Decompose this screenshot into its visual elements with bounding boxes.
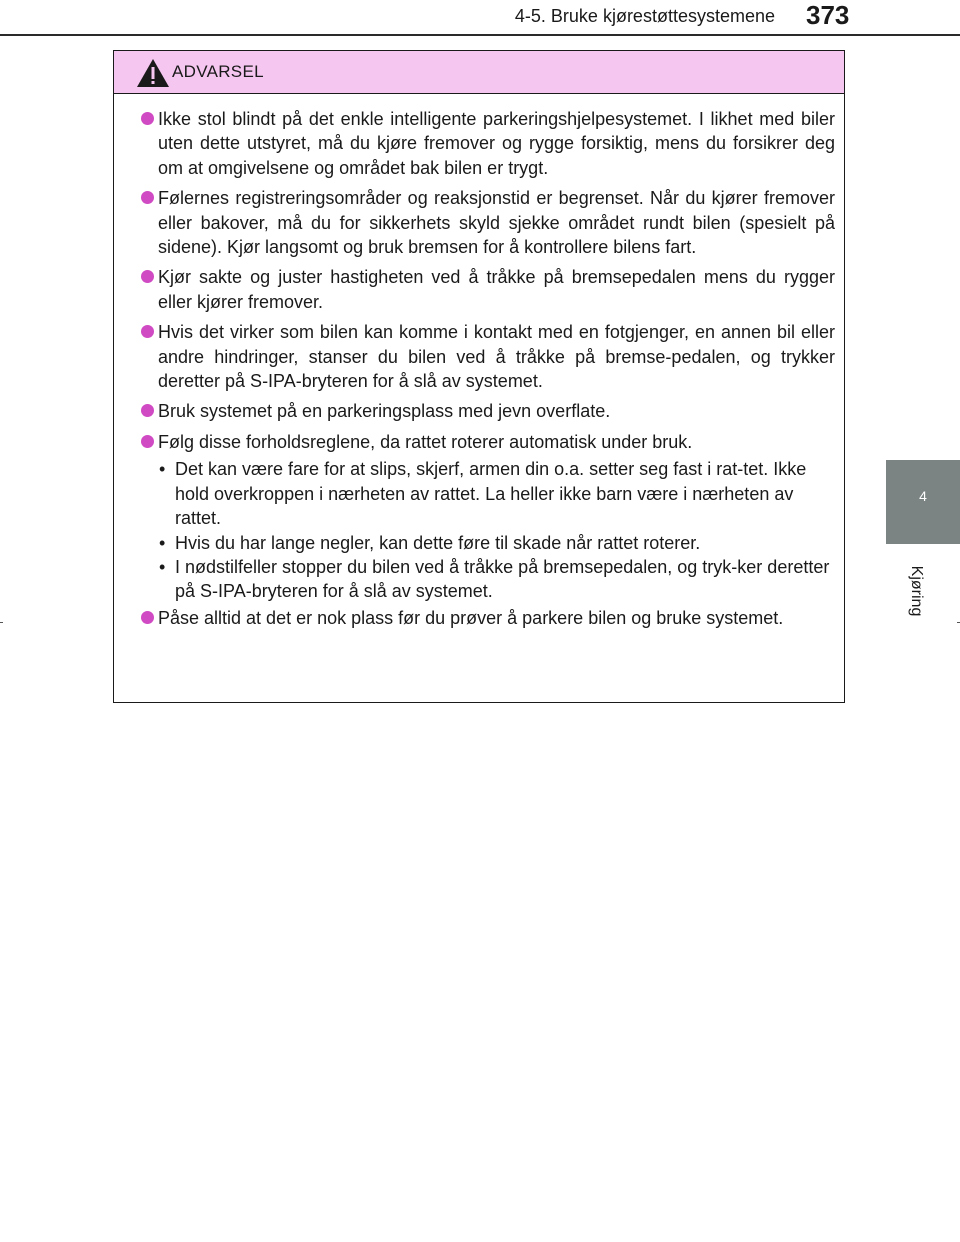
bullet-icon: [141, 404, 154, 417]
sub-bullet: •: [159, 556, 166, 577]
page-number: 373: [806, 0, 850, 30]
warning-subitem-text: Det kan være fare for at slips, skjerf, armen din o.a. setter seg fast i rat-tet. Ikke hold overkroppen i nærheten av rattet. La heller ikke barn være i nærheten av rattet.: [175, 459, 807, 529]
warning-subitem-text: Hvis du har lange negler, kan dette føre til skade når rattet roterer.: [175, 532, 701, 553]
crop-mark-left: [0, 622, 3, 623]
warning-item-text: Kjør sakte og juster hastigheten ved å tråkke på bremsepedalen mens du rygger eller kjører fremover.: [158, 267, 835, 312]
chapter-label: [906, 556, 926, 626]
bullet-icon: [141, 112, 154, 125]
warning-item: [128, 320, 835, 393]
chapter-label-text: Kjøring: [908, 565, 925, 617]
bullet-icon: [141, 611, 154, 624]
warning-item: [128, 606, 835, 630]
warning-item-text: Bruk systemet på en parkeringsplass med jevn overflate.: [158, 401, 611, 422]
warning-subitem: [158, 531, 835, 555]
warning-box: [113, 50, 845, 703]
warning-subitem: [158, 457, 835, 530]
bullet-icon: [141, 435, 154, 448]
bullet-icon: [141, 270, 154, 283]
warning-item: [128, 399, 835, 423]
warning-item: [128, 186, 835, 259]
sub-bullet: •: [159, 459, 166, 480]
warning-item-text: Hvis det virker som bilen kan komme i kontakt med en fotgjenger, en annen bil eller andre hindringer, stanser du bilen ved å tråkke på bremse-pedalen, og trykker deretter på S-IPA-bryteren for å slå av systemet.: [158, 322, 835, 392]
bullet-icon: [141, 325, 154, 338]
warning-sublist: [128, 457, 835, 603]
warning-item-text: Påse alltid at det er nok plass før du prøver å parkere bilen og bruke systemet.: [158, 607, 784, 628]
warning-header: [114, 51, 844, 94]
section-title: 4-5. Bruke kjørestøttesystemene: [514, 6, 775, 26]
warning-item-text: Følg disse forholdsreglene, da rattet roterer automatisk under bruk.: [158, 431, 693, 452]
warning-body: [114, 94, 844, 630]
warning-subitem-text: I nødstilfeller stopper du bilen ved å tråkke på bremsepedalen, og tryk-ker deretter på S-IPA-bryteren for å slå av systemet.: [175, 556, 830, 602]
warning-item: [128, 107, 835, 180]
warning-item: [128, 265, 835, 314]
bullet-icon: [141, 191, 154, 204]
warning-triangle-icon: [136, 58, 170, 88]
warning-item-text: Følernes registreringsområder og reaksjonstid er begrenset. Når du kjører fremover eller bakover, må du for sikkerhets skyld sjekke området rundt bilen (spesielt på sidene). Kjør langsomt og bruk bremsen for å kontrollere bilens fart.: [158, 188, 835, 258]
chapter-number: 4: [919, 488, 927, 504]
warning-item-text: Ikke stol blindt på det enkle intelligente parkeringshjelpesystemet. I likhet med biler uten dette utstyret, må du kjøre fremover og rygge forsiktig, mens du forsikrer deg om at omgivelsene og området bak bilen er trygt.: [158, 109, 835, 178]
chapter-tab: [886, 460, 960, 544]
warning-item: [128, 430, 835, 454]
warning-title: ADVARSEL: [172, 62, 264, 81]
warning-subitem: [158, 555, 835, 604]
sub-bullet: •: [159, 532, 166, 553]
page-header: [0, 0, 960, 36]
header-rule: [0, 34, 960, 36]
